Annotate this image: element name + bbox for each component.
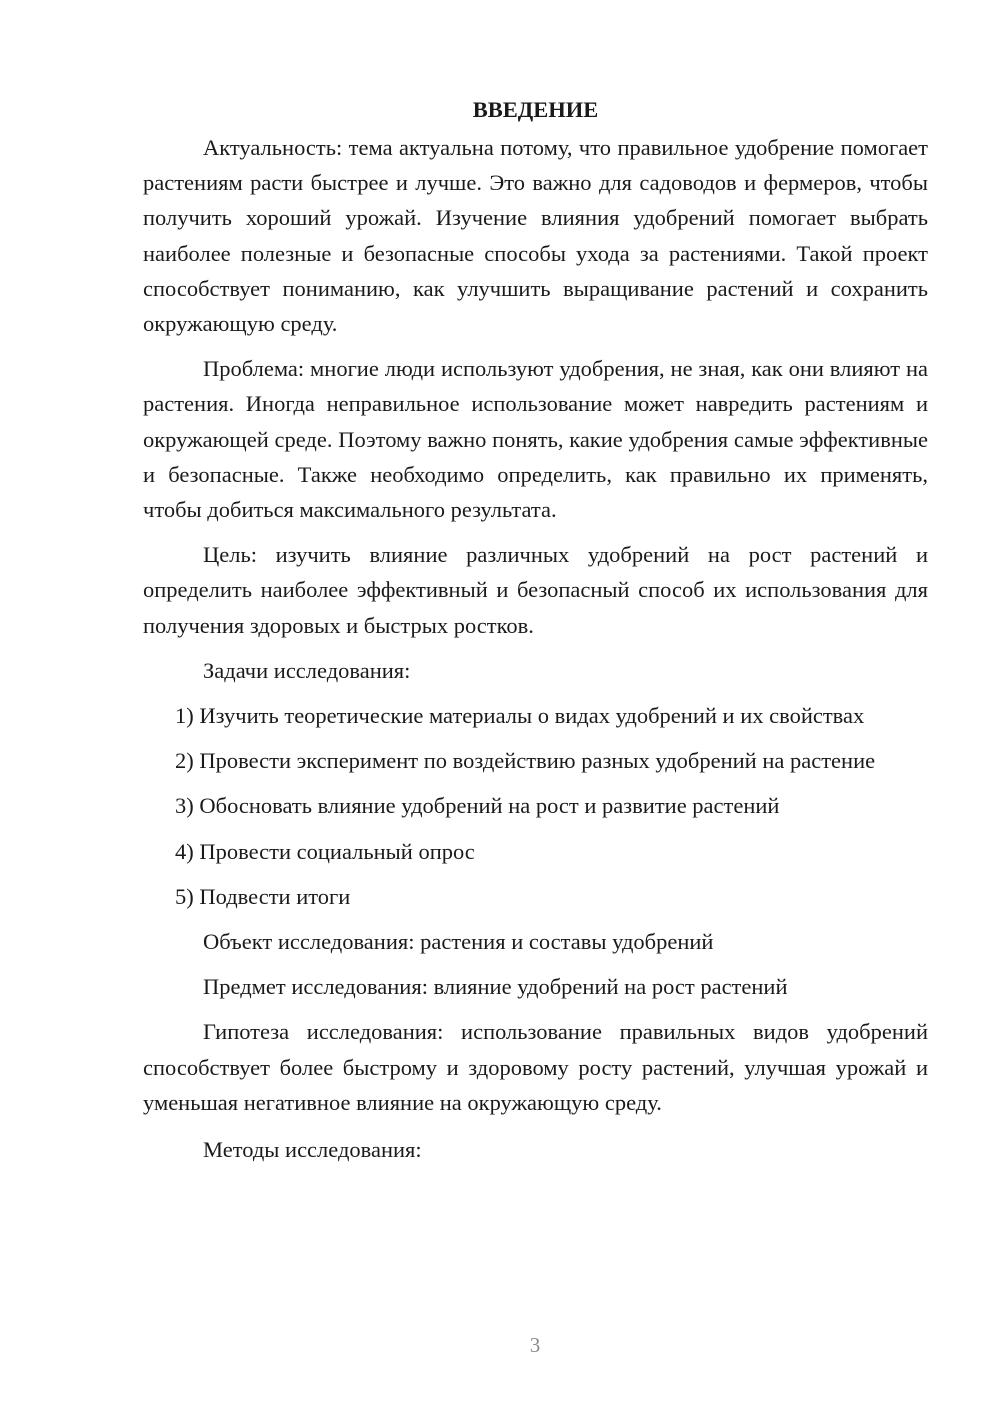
goal-paragraph: Цель: изучить влияние различных удобрений на рост растений и определить наиболее эффективный и безопасный способ их использования для получения здоровых и быстрых ростков.: [143, 542, 928, 638]
section-heading: ВВЕДЕНИЕ: [472, 97, 599, 122]
problem-paragraph: Проблема: многие люди используют удобрения, не зная, как они влияют на растения. Иногда неправильное использование может навредить растениям и окружающей среде. Поэтому важно понять, какие удобрения самые эффективные и безопасные. Также необходимо определить, как правильно их применять, чтобы добиться максимального результата.: [143, 356, 928, 523]
task-item-1: 1) Изучить теоретические материалы о видах удобрений и их свойствах: [175, 703, 865, 729]
document-page: [143, 92, 928, 1177]
task-item-3: 3) Обосновать влияние удобрений на рост и развитие растений: [175, 793, 780, 819]
research-subject: Предмет исследования: влияние удобрений на рост растений: [203, 974, 788, 1000]
relevance-paragraph: Актуальность: тема актуальна потому, что правильное удобрение помогает растениям расти быстрее и лучше. Это важно для садоводов и фермеров, чтобы получить хороший урожай. Изучение влияния удобрений помогает выбрать наиболее полезные и безопасные способы ухода за растениями. Такой проект способствует пониманию, как улучшить выращивание растений и сохранить окружающую среду.: [143, 135, 928, 337]
task-item-2: 2) Провести эксперимент по воздействию разных удобрений на растение: [175, 748, 876, 774]
tasks-heading: Задачи исследования:: [203, 657, 411, 683]
task-item-5: 5) Подвести итоги: [175, 883, 351, 909]
page-number: 3: [529, 1333, 541, 1357]
research-object: Объект исследования: растения и составы удобрений: [203, 929, 714, 955]
task-item-4: 4) Провести социальный опрос: [175, 838, 475, 864]
research-hypothesis: Гипотеза исследования: использование правильных видов удобрений способствует более быстрому и здоровому росту растений, улучшая урожай и уменьшая негативное влияние на окружающую среду.: [143, 1019, 928, 1115]
research-methods: Методы исследования:: [203, 1137, 422, 1163]
